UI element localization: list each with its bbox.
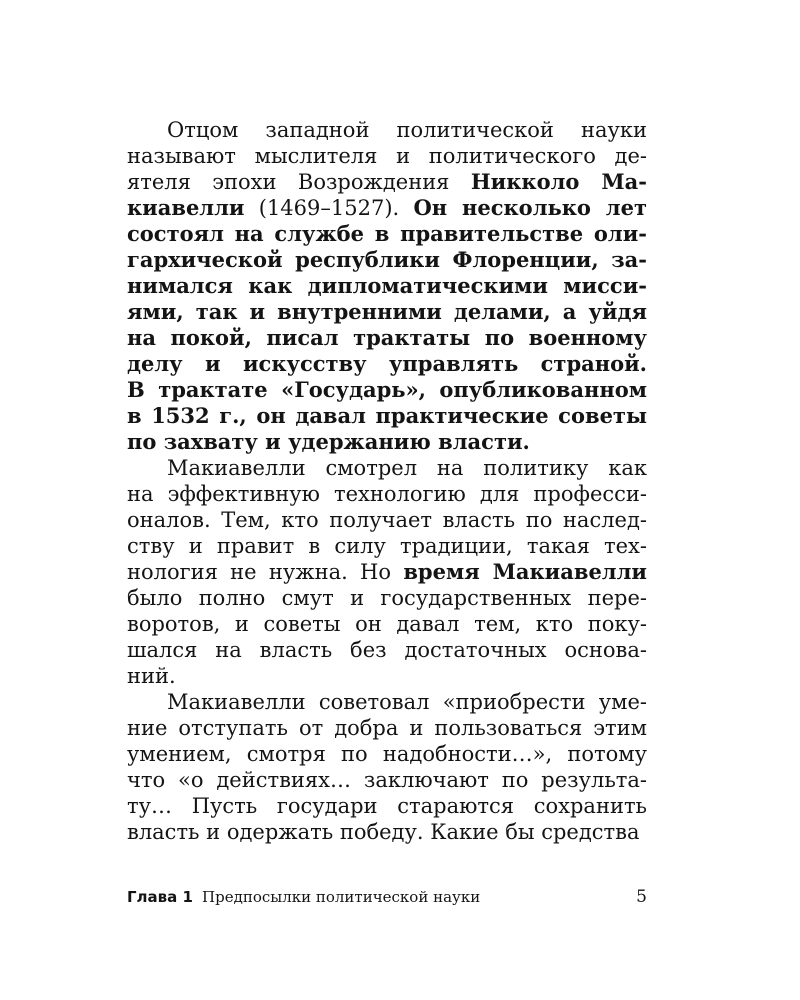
text-line: [127, 221, 647, 247]
text-run: ятеля эпохи Возрождения: [127, 170, 471, 194]
bold-text: по захвату и удержанию власти.: [127, 429, 530, 454]
text-line: [127, 143, 647, 169]
chapter-title: Предпосылки политической науки: [202, 888, 481, 906]
page-number: 5: [636, 887, 647, 907]
text-line: [127, 299, 647, 325]
text-line: [127, 741, 647, 767]
text-line: [127, 195, 647, 221]
bold-text: гархической республики Флоренции, за-: [127, 247, 647, 272]
text-run: оналов. Тем, кто получает власть по наслед-: [127, 508, 647, 532]
text-line: [127, 819, 647, 845]
body-text: [127, 117, 647, 845]
text-line: [127, 663, 647, 689]
text-line: [127, 715, 647, 741]
text-run: было полно смут и государственных пере-: [127, 586, 647, 610]
text-line: [127, 403, 647, 429]
text-run: что «о действиях… заключают по результа-: [127, 768, 647, 792]
paragraph: [127, 455, 647, 689]
bold-text: на покой, писал трактаты по военному: [127, 325, 647, 350]
text-run: ту… Пусть государи стараются сохранить: [127, 794, 647, 818]
text-line: [127, 117, 647, 143]
bold-text: киавелли: [127, 195, 245, 220]
text-line: [127, 455, 647, 481]
text-line: [127, 559, 647, 585]
bold-text: в 1532 г., он давал практические советы: [127, 403, 647, 428]
text-line: [127, 169, 647, 195]
text-run: (1469–1527).: [244, 196, 414, 220]
paragraph: [127, 689, 647, 845]
text-run: на эффективную технологию для професси-: [127, 482, 647, 506]
text-line: [127, 273, 647, 299]
text-line: [127, 507, 647, 533]
text-run: ству и правит в силу традиции, такая тех-: [127, 534, 647, 558]
text-line: [127, 611, 647, 637]
text-line: [127, 793, 647, 819]
text-run: умением, смотря по надобности…», потому: [127, 742, 647, 766]
text-line: [127, 325, 647, 351]
text-line: [127, 247, 647, 273]
text-line: [127, 637, 647, 663]
text-run: нология не нужна. Но: [127, 560, 404, 584]
text-line: [127, 351, 647, 377]
bold-text: состоял на службе в правительстве оли-: [127, 221, 647, 246]
bold-text: время Макиавелли: [403, 559, 647, 584]
text-run: Отцом западной политической науки: [167, 118, 647, 142]
text-line: [127, 585, 647, 611]
paragraph: [127, 117, 647, 455]
bold-text: делу и искусству управлять страной.: [127, 351, 647, 376]
bold-text: ями, так и внутренними делами, а уйдя: [127, 299, 647, 324]
bold-text: Он несколько лет: [413, 195, 647, 220]
text-run: воротов, и советы он давал тем, кто поку-: [127, 612, 647, 636]
chapter-label: Глава 1: [127, 888, 193, 906]
text-line: [127, 481, 647, 507]
running-footer: [127, 887, 647, 911]
bold-text: нимался как дипломатическими мисси-: [127, 273, 647, 298]
text-run: Макиавелли смотрел на политику как: [167, 456, 647, 480]
text-line: [127, 377, 647, 403]
text-run: Макиавелли советовал «приобрести уме-: [167, 690, 647, 714]
text-line: [127, 429, 647, 455]
text-run: власть и одержать победу. Какие бы средства: [127, 820, 640, 844]
bold-text: Никколо Ма-: [470, 169, 647, 194]
text-line: [127, 533, 647, 559]
text-run: называют мыслителя и политического де-: [127, 144, 647, 168]
bold-text: В трактате «Государь», опубликованном: [127, 377, 647, 402]
text-line: [127, 767, 647, 793]
text-run: ние отступать от добра и пользоваться этим: [127, 716, 647, 740]
text-line: [127, 689, 647, 715]
text-run: шался на власть без достаточных основа-: [127, 638, 647, 662]
text-run: ний.: [127, 664, 176, 688]
